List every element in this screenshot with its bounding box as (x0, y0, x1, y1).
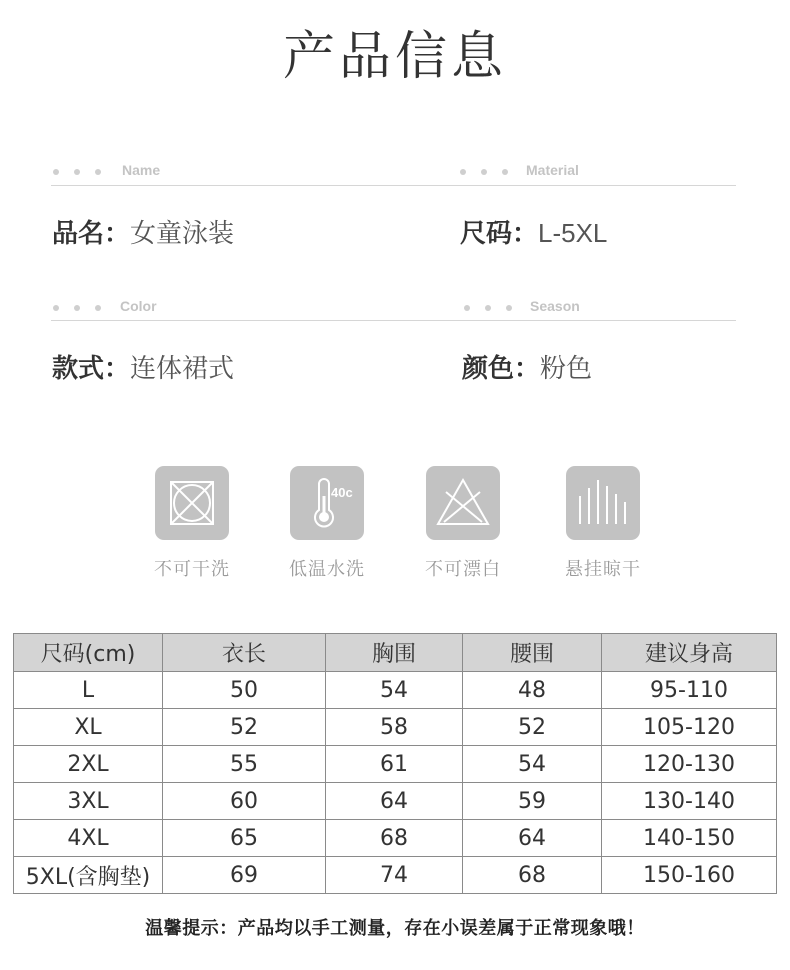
header-height: 建议身高 (602, 634, 777, 672)
cell-chest: 61 (326, 746, 463, 783)
field-value: L-5XL (538, 218, 608, 248)
field-key: 颜色： (462, 354, 541, 384)
header-chest: 胸围 (326, 634, 463, 672)
table-row (14, 709, 777, 746)
cell-waist: 59 (463, 783, 602, 820)
divider (377, 185, 736, 186)
field-value: 连体裙式 (130, 354, 235, 384)
cell-chest: 64 (326, 783, 463, 820)
table-row (14, 820, 777, 857)
cell-waist: 68 (463, 857, 602, 894)
table-header-row (14, 634, 777, 672)
no-bleach-icon (426, 466, 500, 540)
cell-height: 120-130 (602, 746, 777, 783)
measurement-note: 温馨提示：产品均以手工测量，存在小误差属于正常现象哦！ (145, 918, 645, 939)
size-table (13, 633, 777, 894)
cell-length: 60 (163, 783, 326, 820)
care-item-low-temp-wash (289, 466, 365, 580)
care-item-hang-dry (565, 466, 641, 580)
cell-size: 5XL(含胸垫) (14, 857, 163, 894)
cell-waist: 54 (463, 746, 602, 783)
cell-length: 50 (163, 672, 326, 709)
cell-height: 130-140 (602, 783, 777, 820)
section-label: Name (122, 162, 161, 178)
care-caption: 悬挂晾干 (565, 559, 641, 580)
temp-label: 40c (331, 485, 353, 500)
section-header-name (53, 160, 353, 180)
cell-size: 2XL (14, 746, 163, 783)
cell-waist: 48 (463, 672, 602, 709)
field-key: 品名： (52, 219, 131, 249)
cell-size: XL (14, 709, 163, 746)
care-caption: 不可干洗 (154, 559, 230, 580)
page-title: 产品信息 (282, 27, 507, 87)
field-value: 粉色 (540, 354, 593, 384)
divider (51, 320, 736, 321)
dots-decoration (464, 305, 527, 324)
field-value: 女童泳装 (130, 219, 235, 249)
low-temp-wash-icon (290, 466, 364, 540)
cell-height: 140-150 (602, 820, 777, 857)
table-row (14, 746, 777, 783)
cell-chest: 74 (326, 857, 463, 894)
cell-length: 65 (163, 820, 326, 857)
cell-length: 69 (163, 857, 326, 894)
section-header-material (460, 160, 736, 180)
no-dry-clean-icon (155, 466, 229, 540)
table-row (14, 672, 777, 709)
cell-height: 105-120 (602, 709, 777, 746)
table-row (14, 783, 777, 820)
cell-length: 52 (163, 709, 326, 746)
header-length: 衣长 (163, 634, 326, 672)
care-caption: 低温水洗 (289, 559, 365, 580)
style-row (52, 348, 234, 385)
cell-height: 150-160 (602, 857, 777, 894)
cell-chest: 54 (326, 672, 463, 709)
color-row (462, 348, 592, 385)
header-size: 尺码(cm) (14, 634, 163, 672)
field-key: 款式： (52, 354, 131, 384)
section-header-color (53, 296, 353, 316)
cell-size: 3XL (14, 783, 163, 820)
cell-chest: 68 (326, 820, 463, 857)
section-label: Color (120, 298, 157, 314)
table-row (14, 857, 777, 894)
dots-decoration (53, 305, 116, 324)
divider (51, 185, 377, 186)
section-header-season (464, 296, 736, 316)
cell-waist: 64 (463, 820, 602, 857)
header-waist: 腰围 (463, 634, 602, 672)
cell-size: L (14, 672, 163, 709)
field-key: 尺码： (460, 219, 539, 249)
care-item-no-bleach (425, 466, 501, 580)
cell-size: 4XL (14, 820, 163, 857)
cell-waist: 52 (463, 709, 602, 746)
section-label: Material (526, 162, 579, 178)
care-caption: 不可漂白 (425, 559, 501, 580)
section-label: Season (530, 298, 580, 314)
cell-length: 55 (163, 746, 326, 783)
hang-dry-icon (566, 466, 640, 540)
cell-height: 95-110 (602, 672, 777, 709)
care-item-no-dry-clean (154, 466, 230, 580)
product-name-row (52, 213, 234, 250)
cell-chest: 58 (326, 709, 463, 746)
size-row (460, 213, 607, 250)
